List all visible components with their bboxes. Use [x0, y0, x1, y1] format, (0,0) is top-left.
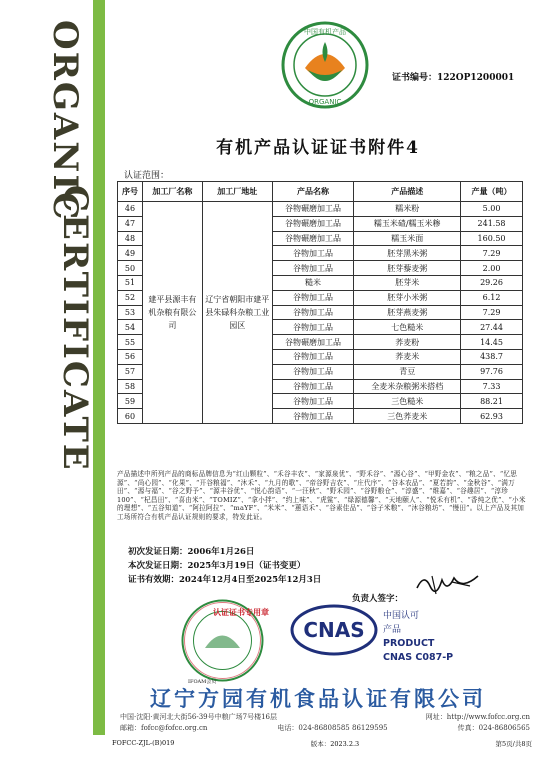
row-product: 谷物加工品 — [272, 364, 354, 379]
row-product: 谷物碾磨加工品 — [272, 202, 354, 217]
row-product: 谷物加工品 — [272, 409, 354, 424]
footer-code: FOFCC-ZJL-(B)019 — [112, 739, 175, 747]
company-name: 辽宁方园有机食品认证有限公司 — [150, 687, 486, 711]
header-factory-name: 加工厂名称 — [142, 182, 202, 202]
row-qty: 438.7 — [461, 349, 523, 364]
row-desc: 胚芽米 — [354, 275, 461, 290]
factory-address-cell: 辽宁省朝阳市建平县朱碌科杂粮工业园区 — [202, 202, 272, 424]
first-issue-date: 初次发证日期：2006年1月26日 — [128, 547, 255, 557]
cnas-line2: 产品 — [383, 625, 402, 635]
product-table — [117, 181, 523, 424]
row-no: 52 — [118, 290, 143, 305]
header-product-name: 产品名称 — [272, 182, 354, 202]
stamp-center-text: 认证证书专用章 — [213, 607, 269, 617]
row-desc: 七色糙米 — [354, 320, 461, 335]
sidebar-line-certificate: CERTIFICATE — [55, 185, 95, 472]
cnas-info — [383, 609, 453, 665]
organic-logo-icon — [280, 20, 370, 110]
row-qty: 160.50 — [461, 231, 523, 246]
logo-top-text: 中国有机产品 — [304, 28, 346, 36]
row-product: 谷物加工品 — [272, 290, 354, 305]
row-desc: 青豆 — [354, 364, 461, 379]
logo-bottom-text: ORGANIC — [308, 98, 342, 106]
row-desc: 胚芽燕麦粥 — [354, 305, 461, 320]
dates-block — [128, 545, 321, 587]
row-no: 56 — [118, 349, 143, 364]
row-product: 谷物碾磨加工品 — [272, 231, 354, 246]
row-qty: 5.00 — [461, 202, 523, 217]
factory-name-cell: 建平县源丰有机杂粮有限公司 — [142, 202, 202, 424]
row-qty: 7.33 — [461, 379, 523, 394]
row-qty: 88.21 — [461, 394, 523, 409]
table-body — [118, 202, 523, 424]
row-no: 49 — [118, 246, 143, 261]
row-no: 57 — [118, 364, 143, 379]
row-desc: 糯米粉 — [354, 202, 461, 217]
row-product: 谷物加工品 — [272, 305, 354, 320]
row-desc: 荞麦米 — [354, 349, 461, 364]
row-qty: 6.12 — [461, 290, 523, 305]
row-qty: 2.00 — [461, 261, 523, 276]
phone-text: 电话：024-86808585 86129595 — [277, 724, 388, 732]
header-no: 序号 — [118, 182, 143, 202]
this-issue-date: 本次发证日期：2025年3月19日（证书变更） — [128, 561, 306, 571]
row-desc: 胚芽藜麦粥 — [354, 261, 461, 276]
signer-label: 负责人签字： — [352, 594, 404, 604]
row-product: 谷物加工品 — [272, 394, 354, 409]
ifoam-text: IFOAM会员 — [188, 679, 217, 685]
row-qty: 7.29 — [461, 246, 523, 261]
row-qty: 14.45 — [461, 335, 523, 350]
table-row — [118, 202, 523, 217]
row-no: 53 — [118, 305, 143, 320]
row-product: 谷物加工品 — [272, 246, 354, 261]
row-no: 54 — [118, 320, 143, 335]
row-product: 糙米 — [272, 275, 354, 290]
cnas-logo-icon — [290, 604, 378, 656]
page-title: 有机产品认证证书附件4 — [216, 138, 420, 158]
cnas-line1: 中国认可 — [383, 611, 420, 621]
row-no: 58 — [118, 379, 143, 394]
cert-no-label: 证书编号： — [392, 73, 438, 83]
certificate-number — [392, 70, 514, 83]
row-product: 谷物碾磨加工品 — [272, 216, 354, 231]
cnas-line3: PRODUCT — [383, 638, 435, 649]
sidebar-line-organic: ORGANIC — [45, 20, 85, 222]
footer — [112, 739, 532, 748]
fax-text: 传真：024-86806565 — [457, 724, 530, 732]
row-desc: 荞麦粉 — [354, 335, 461, 350]
scope-label: 认证范围： — [124, 171, 170, 181]
row-no: 48 — [118, 231, 143, 246]
table-header-row — [118, 182, 523, 202]
row-qty: 29.26 — [461, 275, 523, 290]
row-desc: 糯玉米碴/糯玉米糁 — [354, 216, 461, 231]
address-block — [120, 712, 530, 734]
row-desc: 糯玉米面 — [354, 231, 461, 246]
footer-version: 版本：2023.2.3 — [310, 740, 360, 748]
row-product: 谷物加工品 — [272, 379, 354, 394]
row-no: 50 — [118, 261, 143, 276]
row-qty: 27.44 — [461, 320, 523, 335]
row-no: 51 — [118, 275, 143, 290]
row-no: 47 — [118, 216, 143, 231]
row-product: 谷物加工品 — [272, 349, 354, 364]
row-desc: 三色糙米 — [354, 394, 461, 409]
address-text: 中国·沈阳·黄河北大街56-39号中粮广场7号楼16层 — [120, 713, 277, 721]
signature-icon — [412, 568, 482, 598]
trademark-notes: 产品描述中所列产品的商标品牌信息为“红山颗粒”、“禾谷丰农”、“家源泉优”、“野禾谷”、“源心谷”、“甲野金农”、“粮之品”、“忆思源”、“尚心园”、“化果”、“开谷粮福”、“沐禾”、“九月的歌”、“帝谷野吉农”、“庄代序”、“谷本农品”、“夏若韵”、“金秋谷”、“满万田”、“源与福”、“谷之野予”、“源丰谷优”、“悦心韵语”、“一汪秋”、“野禾园”、“谷野粮仓”、“淳盛”、“维嘉”、“谷趣居”、“淳珍100”、“杞昌田”、“喜由米”、“TOMIZ”、“拿小拌”、“约上味”、“虎鲨”、“绿源德馨”、“天地颐人”、“悦禾有机”、“香纯之优”、“小米的理想”、“五谷知道”、“阿拉阿拉”、“maYF”、“米米”、“蕙语禾”、“谷素佳品”、“谷子米粮”、“沐谷粮坊”、“慢田”。以上产品及其加工场所符合有机产品认证规则的要求，特发此证。 — [117, 470, 526, 521]
row-qty: 62.93 — [461, 409, 523, 424]
row-desc: 胚芽小米粥 — [354, 290, 461, 305]
header-product-desc: 产品描述 — [354, 182, 461, 202]
row-qty: 97.76 — [461, 364, 523, 379]
row-qty: 241.58 — [461, 216, 523, 231]
row-qty: 7.29 — [461, 305, 523, 320]
header-quantity: 产量（吨） — [461, 182, 523, 202]
row-no: 60 — [118, 409, 143, 424]
row-desc: 胚芽黑米粥 — [354, 246, 461, 261]
validity-period: 证书有效期：2024年12月4日至2025年12月3日 — [128, 575, 322, 585]
row-desc: 三色荞麦米 — [354, 409, 461, 424]
cnas-line4: CNAS C087-P — [383, 652, 454, 663]
row-desc: 全麦米杂粮粥米搭档 — [354, 379, 461, 394]
row-product: 谷物碾磨加工品 — [272, 335, 354, 350]
row-no: 46 — [118, 202, 143, 217]
cert-no-value: 122OP1200001 — [437, 73, 515, 83]
row-no: 59 — [118, 394, 143, 409]
row-no: 55 — [118, 335, 143, 350]
footer-page: 第5页/共8页 — [495, 740, 532, 748]
row-product: 谷物加工品 — [272, 261, 354, 276]
sidebar — [0, 0, 105, 764]
email-text: 邮箱：fofcc@fofcc.org.cn — [120, 724, 208, 732]
header-factory-address: 加工厂地址 — [202, 182, 272, 202]
website-text: 网址：http://www.fofcc.org.cn — [425, 713, 530, 721]
sidebar-title-2 — [25, 185, 95, 585]
cnas-logo-text: CNAS — [303, 618, 365, 642]
row-product: 谷物加工品 — [272, 320, 354, 335]
